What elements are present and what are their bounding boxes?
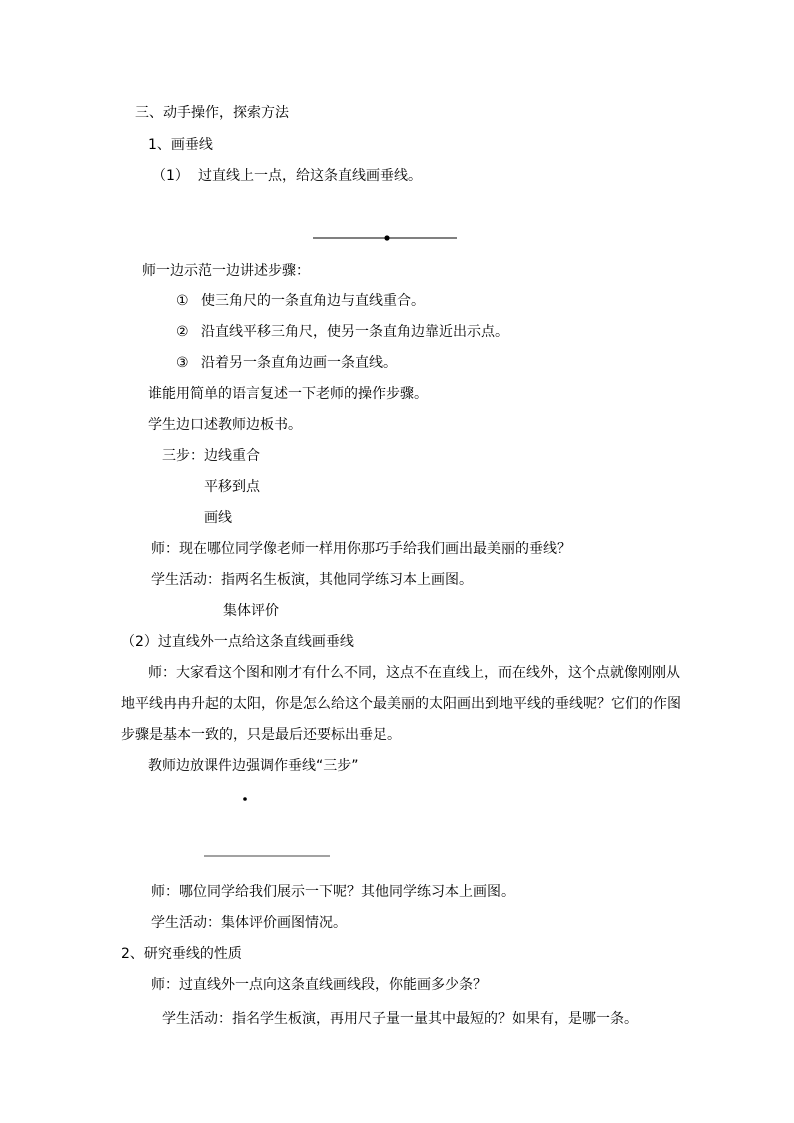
- case2-title: （2）过直线外一点给这条直线画垂线: [121, 634, 354, 650]
- student-activity-3: 学生活动：指名学生板演，再用尺子量一量其中最短的？如果有，是哪一条。: [162, 1011, 638, 1027]
- subsection-title-draw-perpendicular: 1、画垂线: [148, 137, 213, 153]
- case2-paragraph-line-1: 师：大家看这个图和刚才有什么不同，这点不在直线上，而在线外，这个点就像刚刚从: [148, 665, 680, 681]
- step-3-mark: ③: [176, 355, 189, 371]
- section-heading: 三、动手操作，探索方法: [135, 105, 289, 121]
- three-steps-item-1: 边线重合: [204, 448, 260, 464]
- retell-question: 谁能用简单的语言复述一下老师的操作步骤。: [148, 386, 428, 402]
- point-on-line: [384, 235, 389, 240]
- subsection-title-properties: 2、研究垂线的性质: [121, 946, 242, 962]
- student-activity-1: 学生活动：指两名生板演，其他同学练习本上画图。: [151, 572, 473, 588]
- case1-text: 过直线上一点，给这条直线画垂线。: [198, 168, 422, 184]
- external-point: [243, 797, 247, 801]
- three-steps-item-2: 平移到点: [204, 479, 260, 495]
- step-1-mark: ①: [176, 293, 189, 309]
- student-activity-2: 学生活动：集体评价画图情况。: [151, 915, 347, 931]
- case2-paragraph-line-3: 步骤是基本一致的，只是最后还要标出垂足。: [121, 727, 401, 743]
- three-steps-label: 三步：: [162, 448, 204, 464]
- case2-paragraph-line-2: 地平线冉冉升起的太阳，你是怎么给这个最美丽的太阳画出到地平线的垂线呢？它们的作图: [121, 696, 681, 712]
- case1-number: （1）: [152, 168, 189, 184]
- courseware-line: 教师边放课件边强调作垂线“三步”: [148, 758, 359, 774]
- teacher-question-1: 师：现在哪位同学像老师一样用你那巧手给我们画出最美丽的垂线？: [151, 541, 571, 557]
- collective-evaluation: 集体评价: [223, 603, 279, 619]
- step-2-mark: ②: [176, 324, 189, 340]
- step-3-text: 沿着另一条直角边画一条直线。: [201, 355, 397, 371]
- line-with-point-figure: [310, 230, 460, 246]
- point-off-line-figure: [200, 790, 335, 860]
- step-2-text: 沿直线平移三角尺，使另一条直角边靠近出示点。: [201, 324, 509, 340]
- teacher-demo-intro: 师一边示范一边讲述步骤：: [142, 263, 310, 279]
- three-steps-item-3: 画线: [204, 510, 232, 526]
- step-1-text: 使三角尺的一条直角边与直线重合。: [201, 293, 425, 309]
- students-narrate-line: 学生边口述教师边板书。: [148, 417, 302, 433]
- teacher-question-3: 师：过直线外一点向这条直线画线段，你能画多少条？: [151, 977, 487, 993]
- teacher-question-2: 师：哪位同学给我们展示一下呢？其他同学练习本上画图。: [151, 884, 515, 900]
